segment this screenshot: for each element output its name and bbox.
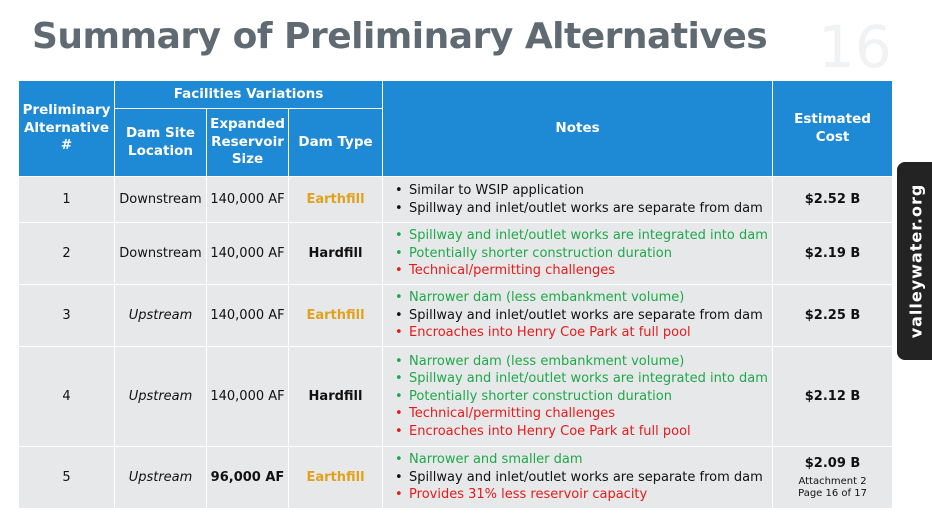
notes-cell [383, 447, 773, 509]
dam-site-location: Upstream [115, 285, 207, 347]
note-item: • Technical/permitting challenges [393, 262, 769, 280]
note-item: • Spillway and inlet/outlet works are separate from dam [393, 469, 769, 487]
note-item: • Spillway and inlet/outlet works are separate from dam [393, 307, 769, 325]
header-alternative: Preliminary Alternative # [19, 81, 115, 177]
alternative-number: 5 [19, 447, 115, 509]
side-tab-label: valleywater.org [906, 183, 926, 339]
slide-title: Summary of Preliminary Alternatives [32, 16, 768, 57]
estimated-cost-cell [773, 447, 893, 509]
notes-cell [383, 177, 773, 223]
reservoir-size: 140,000 AF [207, 285, 289, 347]
dam-type-label: Hardfill [308, 388, 363, 404]
estimated-cost: $2.52 B [773, 177, 893, 223]
table-row [19, 223, 893, 285]
alternative-number: 1 [19, 177, 115, 223]
dam-type [289, 177, 383, 223]
dam-type [289, 285, 383, 347]
header-facilities-variations: Facilities Variations [115, 81, 383, 109]
dam-type-label: Earthfill [306, 191, 365, 207]
dam-site-location: Upstream [115, 447, 207, 509]
slide-number: 16 [818, 13, 892, 81]
note-item: • Narrower dam (less embankment volume) [393, 289, 769, 307]
dam-type [289, 347, 383, 447]
table-row [19, 285, 893, 347]
alternative-number: 2 [19, 223, 115, 285]
table-row [19, 177, 893, 223]
reservoir-size: 96,000 AF [207, 447, 289, 509]
reservoir-size: 140,000 AF [207, 223, 289, 285]
page-label: Page 16 of 17 [798, 488, 867, 500]
alternative-number: 3 [19, 285, 115, 347]
notes-cell [383, 347, 773, 447]
attachment-label: Attachment 2 [798, 476, 867, 488]
estimated-cost: $2.19 B [773, 223, 893, 285]
note-item: • Encroaches into Henry Coe Park at full pool [393, 324, 769, 342]
table-row [19, 347, 893, 447]
note-item: • Technical/permitting challenges [393, 405, 769, 423]
note-item: • Spillway and inlet/outlet works are integrated into dam [393, 227, 769, 245]
note-item: • Narrower dam (less embankment volume) [393, 353, 769, 371]
dam-type-label: Earthfill [306, 307, 365, 323]
header-expanded-reservoir-size: Expanded Reservoir Size [207, 109, 289, 177]
dam-site-location: Upstream [115, 347, 207, 447]
note-item: • Similar to WSIP application [393, 182, 769, 200]
dam-type-label: Hardfill [308, 245, 363, 261]
estimated-cost: $2.12 B [773, 347, 893, 447]
dam-site-location: Downstream [115, 177, 207, 223]
reservoir-size: 140,000 AF [207, 347, 289, 447]
alternatives-table [18, 80, 893, 509]
note-item: • Potentially shorter construction duration [393, 245, 769, 263]
note-item: • Provides 31% less reservoir capacity [393, 486, 769, 504]
note-item: • Spillway and inlet/outlet works are integrated into dam [393, 370, 769, 388]
header-notes: Notes [383, 81, 773, 177]
dam-type [289, 447, 383, 509]
header-dam-type: Dam Type [289, 109, 383, 177]
notes-cell [383, 223, 773, 285]
valleywater-side-tab [897, 162, 932, 360]
note-item: • Potentially shorter construction duration [393, 388, 769, 406]
table-row [19, 447, 893, 509]
header-dam-site-location: Dam Site Location [115, 109, 207, 177]
note-item: • Encroaches into Henry Coe Park at full pool [393, 423, 769, 441]
alternative-number: 4 [19, 347, 115, 447]
header-estimated-cost: Estimated Cost [773, 81, 893, 177]
note-item: • Spillway and inlet/outlet works are separate from dam [393, 200, 769, 218]
note-item: • Narrower and smaller dam [393, 451, 769, 469]
dam-type-label: Earthfill [306, 469, 365, 485]
notes-cell [383, 285, 773, 347]
dam-type [289, 223, 383, 285]
dam-site-location: Downstream [115, 223, 207, 285]
reservoir-size: 140,000 AF [207, 177, 289, 223]
estimated-cost: $2.09 B [804, 455, 861, 471]
estimated-cost: $2.25 B [773, 285, 893, 347]
